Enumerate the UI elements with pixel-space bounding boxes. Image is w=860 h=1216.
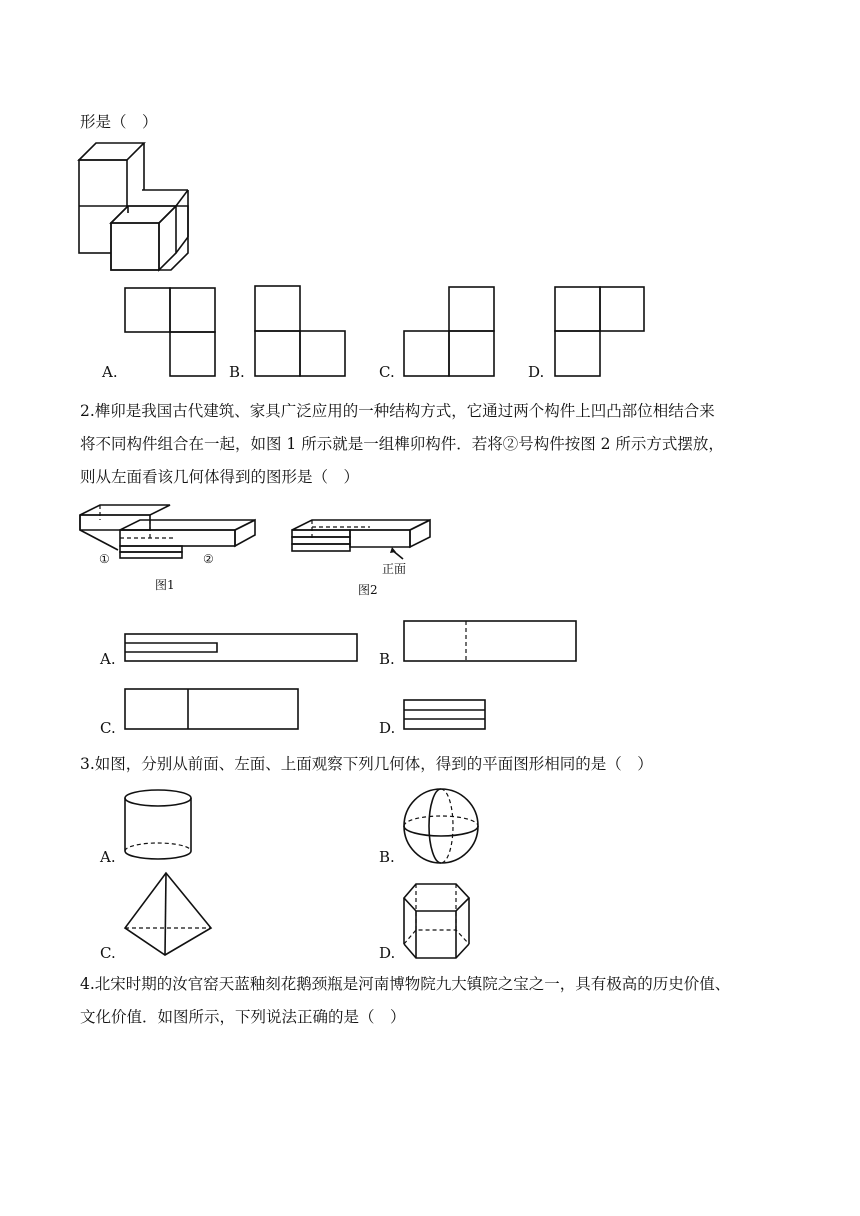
q1-option-c-label[interactable]: C. — [379, 363, 395, 381]
q1-option-d-label[interactable]: D. — [528, 363, 545, 381]
q2-fig1-mark-2: ② — [203, 552, 214, 566]
q3-option-c-label[interactable]: C. — [100, 944, 116, 962]
q1-option-a-label[interactable]: A. — [102, 363, 118, 381]
q2-option-c-label[interactable]: C. — [100, 719, 116, 737]
q3-option-d-label[interactable]: D. — [379, 944, 396, 962]
q4-stem-line-2: 文化价值．如图所示，下列说法正确的是（ ） — [80, 1008, 406, 1026]
q2-fig1-mark-1: ① — [99, 552, 110, 566]
q1-stem-tail: 形是（ ） — [80, 113, 158, 131]
q2-front-label: 正面 — [382, 562, 407, 576]
q2-option-d-label[interactable]: D. — [379, 719, 396, 737]
q2-stem-line-2: 将不同构件组合在一起，如图 1 所示就是一组榫卯构件．若将②号构件按图 2 所示方式摆放， — [80, 435, 724, 453]
q2-stem-line-1: 2.榫卯是我国古代建筑、家具广泛应用的一种结构方式，它通过两个构件上凹凸部位相结合来 — [80, 402, 715, 420]
q3-option-b-label[interactable]: B. — [379, 848, 395, 866]
q2-option-a-label[interactable]: A. — [100, 650, 116, 668]
q2-fig1-caption: 图1 — [155, 578, 175, 592]
q2-fig2-caption: 图2 — [358, 583, 378, 597]
q3-option-a-label[interactable]: A. — [100, 848, 116, 866]
q1-option-b-label[interactable]: B. — [229, 363, 245, 381]
q2-option-b-label[interactable]: B. — [379, 650, 395, 668]
q4-stem-line-1: 4.北宋时期的汝官窑天蓝釉刻花鹅颈瓶是河南博物院九大镇院之宝之一，具有极高的历史价值、 — [80, 975, 731, 993]
q2-stem-line-3: 则从左面看该几何体得到的图形是（ ） — [80, 468, 360, 486]
q3-stem: 3.如图，分别从前面、左面、上面观察下列几何体，得到的平面图形相同的是（ ） — [80, 755, 653, 773]
